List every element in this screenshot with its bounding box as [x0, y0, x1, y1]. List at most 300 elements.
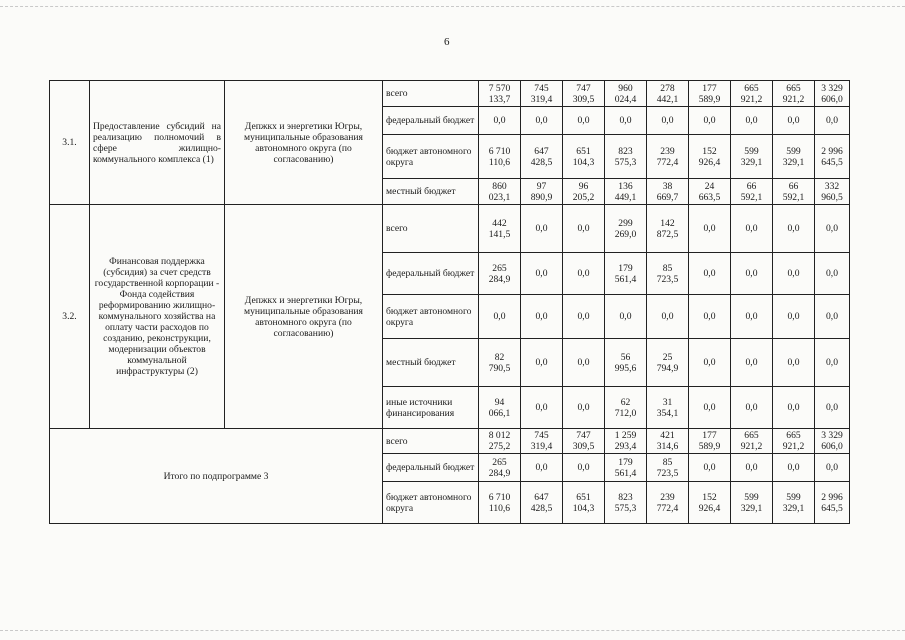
funding-source: федеральный бюджет [383, 107, 479, 135]
amount-cell [647, 295, 689, 339]
amount-part: 442 [492, 217, 507, 229]
amount-part: 0,0 [535, 402, 548, 413]
amount-part: 772,4 [656, 156, 679, 168]
amount-cell [521, 179, 563, 205]
amount-part: 0,0 [535, 115, 548, 126]
funding-source: бюджет автономного округа [383, 482, 479, 524]
amount-cell [689, 135, 731, 179]
amount-part: 0,0 [703, 462, 716, 473]
amount-part: 960 [618, 82, 633, 94]
amount-part: 205,2 [572, 191, 595, 203]
amount-cell [479, 295, 521, 339]
amount-part: 665 [786, 82, 801, 94]
amount-part: 651 [576, 145, 591, 157]
amount-part: 561,4 [614, 273, 637, 285]
amount-cell [479, 429, 521, 454]
amount-part: 94 [494, 396, 505, 408]
amount-part: 278 [660, 82, 675, 94]
amount-cell [563, 387, 605, 429]
amount-part: 745 [534, 430, 549, 441]
amount-cell [815, 482, 850, 524]
amount-part: 96 [578, 180, 589, 192]
responsible-party: Депжкх и энергетики Югры, муниципальные образования автономного округа (по согласованию) [225, 205, 383, 429]
amount-part: 0,0 [826, 223, 838, 234]
amount-cell [479, 81, 521, 107]
amount-part: 3 329 [821, 82, 843, 94]
amount-cell [731, 253, 773, 295]
amount-part: 723,5 [656, 273, 679, 285]
amount-cell [689, 482, 731, 524]
amount-cell [521, 253, 563, 295]
amount-part: 0,0 [703, 115, 716, 126]
amount-part: 872,5 [656, 228, 679, 240]
amount-cell [689, 454, 731, 482]
amount-part: 0,0 [703, 402, 716, 413]
amount-cell [605, 482, 647, 524]
amount-cell [773, 387, 815, 429]
amount-cell [521, 387, 563, 429]
amount-cell [479, 339, 521, 387]
amount-cell [731, 107, 773, 135]
amount-cell [815, 253, 850, 295]
amount-cell [605, 454, 647, 482]
amount-part: 960,5 [821, 191, 843, 203]
budget-table [49, 80, 850, 524]
amount-part: 823 [618, 145, 633, 157]
amount-part: 665 [744, 82, 759, 94]
row-number: 3.1. [50, 81, 90, 205]
amount-cell [521, 429, 563, 454]
amount-part: 647 [534, 491, 549, 503]
amount-part: 0,0 [577, 311, 590, 322]
amount-part: 606,0 [821, 441, 843, 452]
amount-part: 0,0 [577, 402, 590, 413]
amount-part: 0,0 [745, 402, 758, 413]
amount-part: 0,0 [577, 223, 590, 234]
amount-part: 0,0 [787, 357, 800, 368]
amount-part: 329,1 [782, 156, 805, 168]
amount-part: 2 996 [821, 145, 843, 157]
table-row-total [50, 429, 850, 454]
amount-part: 745 [534, 82, 549, 94]
amount-part: 561,4 [614, 467, 637, 479]
amount-cell [605, 387, 647, 429]
amount-cell [647, 253, 689, 295]
amount-part: 921,2 [782, 441, 805, 452]
amount-part: 651 [576, 491, 591, 503]
funding-source: федеральный бюджет [383, 454, 479, 482]
amount-cell [773, 295, 815, 339]
amount-cell [563, 339, 605, 387]
amount-part: 0,0 [577, 115, 590, 126]
amount-cell [773, 135, 815, 179]
amount-part: 6 710 [488, 145, 511, 157]
amount-part: 284,9 [488, 467, 511, 479]
scan-edge-top [0, 6, 905, 8]
amount-cell [521, 135, 563, 179]
amount-part: 663,5 [698, 191, 721, 203]
amount-part: 329,1 [782, 502, 805, 514]
amount-cell [563, 454, 605, 482]
amount-part: 0,0 [493, 311, 506, 322]
amount-part: 0,0 [619, 311, 632, 322]
amount-cell [563, 179, 605, 205]
table-row [50, 81, 850, 107]
amount-cell [689, 81, 731, 107]
amount-part: 0,0 [745, 462, 758, 473]
amount-part: 0,0 [826, 402, 838, 413]
amount-part: 0,0 [745, 268, 758, 279]
amount-cell [605, 179, 647, 205]
amount-part: 0,0 [619, 115, 632, 126]
amount-part: 152 [702, 145, 717, 157]
amount-part: 645,5 [821, 156, 843, 168]
amount-part: 104,3 [572, 502, 595, 514]
amount-part: 0,0 [826, 357, 838, 368]
amount-part: 0,0 [535, 311, 548, 322]
amount-part: 85 [662, 262, 673, 274]
funding-source: всего [383, 205, 479, 253]
amount-part: 772,4 [656, 502, 679, 514]
funding-source: всего [383, 429, 479, 454]
amount-part: 319,4 [530, 93, 553, 105]
amount-cell [815, 339, 850, 387]
amount-part: 284,9 [488, 273, 511, 285]
row-number: 3.2. [50, 205, 90, 429]
amount-part: 0,0 [787, 115, 800, 126]
amount-part: 647 [534, 145, 549, 157]
amount-cell [647, 179, 689, 205]
amount-cell [731, 81, 773, 107]
amount-part: 0,0 [787, 268, 800, 279]
amount-cell [563, 295, 605, 339]
amount-part: 665 [786, 430, 801, 441]
amount-part: 449,1 [614, 191, 637, 203]
amount-part: 0,0 [826, 115, 838, 126]
amount-cell [815, 295, 850, 339]
amount-part: 665 [744, 430, 759, 441]
amount-cell [563, 482, 605, 524]
amount-part: 747 [576, 82, 591, 94]
amount-part: 575,3 [614, 502, 637, 514]
amount-cell [731, 339, 773, 387]
amount-part: 023,1 [488, 191, 511, 203]
amount-part: 275,2 [488, 441, 511, 452]
amount-cell [605, 135, 647, 179]
amount-part: 110,6 [488, 156, 511, 168]
amount-part: 0,0 [535, 223, 548, 234]
amount-part: 066,1 [488, 407, 511, 419]
amount-part: 110,6 [488, 502, 511, 514]
amount-cell [731, 387, 773, 429]
amount-cell [731, 482, 773, 524]
amount-part: 723,5 [656, 467, 679, 479]
amount-part: 890,9 [530, 191, 553, 203]
amount-cell [731, 179, 773, 205]
amount-part: 0,0 [703, 357, 716, 368]
funding-source: иные источники финансирования [383, 387, 479, 429]
funding-source: бюджет автономного округа [383, 135, 479, 179]
funding-source: местный бюджет [383, 339, 479, 387]
amount-cell [773, 482, 815, 524]
amount-part: 2 996 [821, 491, 843, 503]
amount-cell [479, 107, 521, 135]
amount-part: 024,4 [614, 93, 637, 105]
amount-part: 0,0 [577, 462, 590, 473]
funding-source: всего [383, 81, 479, 107]
amount-part: 133,7 [488, 93, 511, 105]
amount-cell [647, 205, 689, 253]
amount-cell [521, 295, 563, 339]
amount-cell [563, 253, 605, 295]
amount-cell [479, 179, 521, 205]
amount-cell [815, 81, 850, 107]
funding-source: федеральный бюджет [383, 253, 479, 295]
amount-part: 319,4 [530, 441, 553, 452]
amount-cell [773, 339, 815, 387]
amount-part: 309,5 [572, 93, 595, 105]
amount-cell [605, 81, 647, 107]
amount-part: 314,6 [656, 441, 679, 452]
amount-cell [479, 205, 521, 253]
amount-cell [647, 81, 689, 107]
amount-cell [815, 135, 850, 179]
amount-part: 7 570 [488, 82, 511, 94]
amount-cell [773, 107, 815, 135]
amount-part: 152 [702, 491, 717, 503]
amount-cell [731, 454, 773, 482]
amount-cell [647, 107, 689, 135]
amount-part: 0,0 [787, 223, 800, 234]
amount-part: 0,0 [493, 115, 506, 126]
amount-cell [773, 81, 815, 107]
amount-part: 62 [620, 396, 631, 408]
amount-part: 25 [662, 351, 673, 363]
amount-part: 82 [494, 351, 505, 363]
amount-part: 712,0 [614, 407, 637, 419]
amount-cell [605, 339, 647, 387]
amount-part: 329,1 [740, 502, 763, 514]
amount-part: 794,9 [656, 362, 679, 374]
amount-part: 645,5 [821, 502, 843, 514]
amount-cell [521, 205, 563, 253]
amount-cell [773, 454, 815, 482]
funding-source: местный бюджет [383, 179, 479, 205]
amount-cell [605, 205, 647, 253]
table-row [50, 205, 850, 253]
amount-part: 329,1 [740, 156, 763, 168]
amount-cell [521, 81, 563, 107]
amount-part: 269,0 [614, 228, 637, 240]
amount-cell [773, 205, 815, 253]
amount-cell [689, 179, 731, 205]
amount-part: 0,0 [745, 115, 758, 126]
amount-part: 66 [788, 180, 799, 192]
amount-part: 599 [786, 491, 801, 503]
scan-edge-bottom [0, 630, 905, 632]
amount-cell [647, 454, 689, 482]
amount-part: 141,5 [488, 228, 511, 240]
amount-cell [815, 179, 850, 205]
amount-cell [689, 387, 731, 429]
amount-part: 428,5 [530, 156, 553, 168]
amount-part: 31 [662, 396, 673, 408]
amount-part: 309,5 [572, 441, 595, 452]
amount-part: 0,0 [535, 462, 548, 473]
amount-part: 0,0 [787, 402, 800, 413]
amount-cell [521, 482, 563, 524]
amount-part: 0,0 [745, 311, 758, 322]
total-label: Итого по подпрограмме 3 [50, 429, 383, 524]
amount-part: 299 [618, 217, 633, 229]
amount-cell [689, 429, 731, 454]
amount-cell [563, 135, 605, 179]
amount-cell [815, 429, 850, 454]
amount-cell [521, 454, 563, 482]
amount-cell [689, 339, 731, 387]
amount-part: 926,4 [698, 502, 721, 514]
amount-part: 599 [744, 491, 759, 503]
amount-part: 0,0 [703, 268, 716, 279]
amount-part: 239 [660, 491, 675, 503]
amount-part: 104,3 [572, 156, 595, 168]
amount-part: 606,0 [821, 93, 843, 105]
amount-part: 179 [618, 456, 633, 468]
amount-part: 921,2 [782, 93, 805, 105]
amount-cell [563, 205, 605, 253]
amount-cell [605, 107, 647, 135]
amount-part: 0,0 [787, 311, 800, 322]
amount-part: 0,0 [577, 268, 590, 279]
responsible-party: Депжкх и энергетики Югры, муниципальные образования автономного округа (по согласованию) [225, 81, 383, 205]
amount-cell [731, 295, 773, 339]
amount-cell [815, 205, 850, 253]
amount-cell [479, 454, 521, 482]
amount-part: 921,2 [740, 441, 763, 452]
amount-part: 3 329 [821, 430, 843, 441]
amount-part: 926,4 [698, 156, 721, 168]
amount-part: 179 [618, 262, 633, 274]
page-number: 6 [444, 36, 450, 48]
amount-part: 823 [618, 491, 633, 503]
activity-name: Финансовая поддержка (субсидия) за счет средств государственной корпорации - Фонда содействия реформированию жилищно-коммунального хозяйства на оплату части расходов по созданию, реконструкции, модернизации объектов коммунальной инфраструктуры (2) [90, 205, 225, 429]
amount-cell [563, 81, 605, 107]
amount-part: 56 [620, 351, 631, 363]
amount-cell [731, 135, 773, 179]
amount-part: 0,0 [787, 462, 800, 473]
amount-part: 354,1 [656, 407, 679, 419]
amount-cell [563, 107, 605, 135]
amount-part: 0,0 [826, 311, 838, 322]
amount-cell [647, 429, 689, 454]
amount-part: 0,0 [745, 357, 758, 368]
amount-part: 575,3 [614, 156, 637, 168]
amount-part: 592,1 [782, 191, 805, 203]
amount-part: 239 [660, 145, 675, 157]
amount-part: 589,9 [698, 93, 721, 105]
amount-part: 293,4 [614, 441, 637, 452]
amount-part: 592,1 [740, 191, 763, 203]
amount-part: 0,0 [577, 357, 590, 368]
amount-part: 995,6 [614, 362, 637, 374]
amount-cell [773, 179, 815, 205]
amount-cell [647, 339, 689, 387]
amount-part: 0,0 [661, 311, 674, 322]
amount-part: 669,7 [656, 191, 679, 203]
amount-part: 142 [660, 217, 675, 229]
amount-part: 177 [702, 82, 717, 94]
amount-part: 265 [492, 262, 507, 274]
amount-part: 442,1 [656, 93, 679, 105]
amount-part: 589,9 [698, 441, 721, 452]
amount-part: 136 [618, 180, 633, 192]
amount-cell [479, 253, 521, 295]
amount-part: 177 [702, 430, 717, 441]
amount-cell [647, 482, 689, 524]
amount-cell [689, 205, 731, 253]
amount-part: 421 [660, 430, 675, 441]
amount-cell [773, 429, 815, 454]
amount-part: 599 [786, 145, 801, 157]
amount-cell [689, 295, 731, 339]
amount-cell [731, 429, 773, 454]
amount-part: 0,0 [535, 357, 548, 368]
amount-part: 6 710 [488, 491, 511, 503]
amount-cell [689, 107, 731, 135]
amount-part: 24 [704, 180, 715, 192]
amount-cell [815, 387, 850, 429]
amount-part: 0,0 [703, 311, 716, 322]
amount-cell [815, 107, 850, 135]
table-body [50, 81, 850, 524]
amount-cell [605, 429, 647, 454]
amount-part: 85 [662, 456, 673, 468]
amount-part: 860 [492, 180, 507, 192]
amount-cell [479, 135, 521, 179]
amount-part: 66 [746, 180, 757, 192]
amount-cell [605, 253, 647, 295]
amount-cell [647, 387, 689, 429]
amount-cell [479, 482, 521, 524]
amount-part: 332 [824, 180, 840, 192]
activity-name: Предоставление субсидий на реализацию полномочий в сфере жилищно-коммунального комплекса (1) [90, 81, 225, 205]
amount-part: 0,0 [535, 268, 548, 279]
amount-part: 428,5 [530, 502, 553, 514]
amount-cell [773, 253, 815, 295]
amount-cell [479, 387, 521, 429]
amount-part: 747 [576, 430, 591, 441]
amount-part: 0,0 [826, 268, 838, 279]
amount-part: 1 259 [614, 430, 637, 441]
amount-part: 97 [536, 180, 547, 192]
amount-part: 921,2 [740, 93, 763, 105]
amount-cell [647, 135, 689, 179]
funding-source: бюджет автономного округа [383, 295, 479, 339]
amount-cell [521, 107, 563, 135]
amount-part: 0,0 [826, 462, 838, 473]
amount-part: 790,5 [488, 362, 511, 374]
amount-cell [605, 295, 647, 339]
amount-part: 0,0 [745, 223, 758, 234]
amount-part: 38 [662, 180, 673, 192]
amount-cell [731, 205, 773, 253]
amount-part: 8 012 [488, 430, 511, 441]
amount-part: 599 [744, 145, 759, 157]
amount-part: 0,0 [703, 223, 716, 234]
amount-cell [689, 253, 731, 295]
amount-part: 265 [492, 456, 507, 468]
amount-cell [521, 339, 563, 387]
